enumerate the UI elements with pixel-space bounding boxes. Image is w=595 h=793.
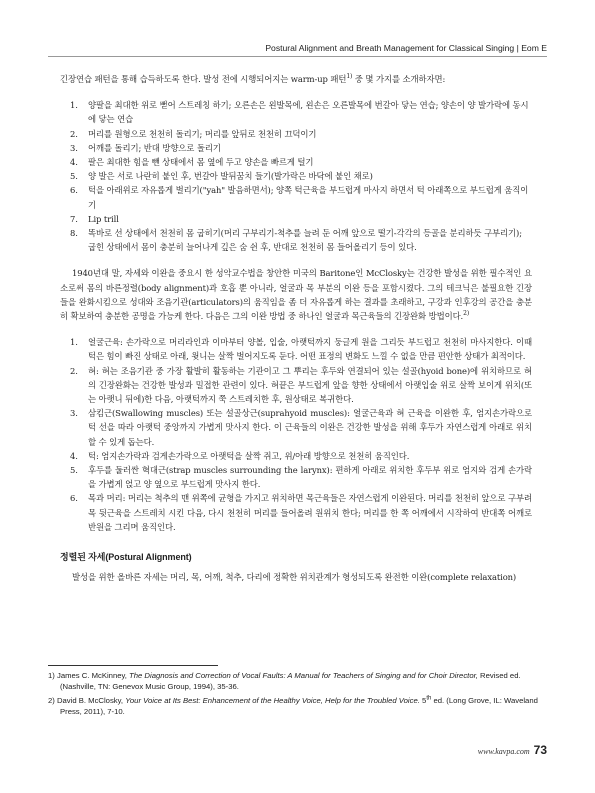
running-header: Postural Alignment and Breath Management for Classical Singing | Eom E [265, 43, 547, 53]
footnote-rule [48, 665, 218, 666]
item-number: 4. [70, 157, 78, 168]
item-text: 어깨를 돌리기; 반대 방향으로 돌리기 [88, 142, 221, 153]
relaxation-list [60, 335, 532, 534]
footnote-mark: 1) [48, 671, 55, 680]
item-number: 6. [70, 185, 78, 196]
main-content [60, 72, 532, 585]
footnotes [48, 670, 548, 720]
page-footer [478, 743, 547, 757]
item-text: Lip trill [88, 213, 119, 224]
warmup-list [60, 98, 532, 254]
footnote-ref-2[interactable]: 2) [463, 310, 470, 318]
intro-tail: 중 몇 가지를 소개하자면: [352, 74, 446, 84]
footnote-title: The Diagnosis and Correction of Vocal Faults: A Manual for Teachers of Singing and for Choir Director, [129, 671, 478, 680]
paragraph-text: 1940년대 말, 자세와 이완을 중요시 한 성악교수법을 창안한 미국의 Baritone인 McClosky는 건강한 발성을 위한 필수적인 요소로써 몸의 바른정렬(body alignment)과 호흡 뿐 아니라, 얼굴과 목 부분의 이완 등을 포함시켰다. 그의 테크닉은 불필요한 긴장들을 완화시킴으로 성대와 조음기관(articulators)의 움직임을 좀 더 자유롭게 하는 결과를 초래하고, 구강과 인후강의 공간을 충분히 확보하여 충분한 공명을 가능케 한다. 다음은 그의 이완 방법 중 하나인 얼굴과 목근육들의 긴장완화 방법이다. [60, 268, 532, 322]
list-item [70, 335, 532, 363]
list-item [70, 98, 532, 126]
item-number: 5. [70, 171, 78, 182]
intro-text: 긴장연습 패턴을 통해 습득하도록 한다. 발성 전에 시행되어지는 warm-up 패턴 [60, 74, 347, 84]
intro-paragraph [60, 72, 532, 86]
item-text: 머리를 원형으로 천천히 돌리기; 머리를 앞뒤로 천천히 끄덕이기 [88, 128, 317, 139]
footnote-ref-1[interactable]: 1) [346, 73, 353, 81]
item-number: 2. [70, 365, 78, 376]
item-text: 혀: 혀는 조음기관 중 가장 활발히 활동하는 기관이고 그 뿌리는 후두와 연결되어 있는 설골(hyoid bone)에 위치하므로 혀의 긴장완화는 건강한 발성과 밀접한 관련이 있다. 혀끝은 부드럽게 앞을 향한 상태에서 아랫입술 위로 살짝 보이게 위치(또는 아랫니 뒤에)한 다음, 아랫턱까지 쭉 스트레치한 후, 원상태로 복귀한다. [88, 365, 532, 405]
header-rule [48, 56, 547, 57]
item-text: 후두를 둘러싼 혁대근(strap muscles surrounding the larynx): 편하게 아래로 위치한 후두부 위로 엄지와 검게 손가락을 가볍게 얹고 양 옆으로 부드럽게 맛사지 한다. [88, 465, 532, 490]
footnote-author: David B. McClosky, [56, 695, 126, 705]
item-text: 양팔을 최대한 위로 뻗어 스트레칭 하기; 오른손은 왼발목에, 왼손은 오른발목에 번갈아 닿는 연습; 양손이 양 발가락에 동시에 닿는 연습 [88, 100, 529, 125]
list-item [70, 364, 532, 407]
item-number: 3. [70, 408, 78, 419]
item-text: 턱: 엄지손가락과 검게손가락으로 아랫턱을 살짝 쥐고, 위/아래 방향으로 천천히 움직인다. [88, 450, 410, 461]
footnote-2 [48, 695, 548, 718]
footnote-edition-sup: th [426, 695, 432, 702]
footnote-1 [48, 670, 548, 693]
footnote-author: James C. McKinney, [56, 671, 130, 680]
page-number: 73 [533, 743, 547, 757]
list-item [70, 183, 532, 211]
item-text: 팔은 최대한 힘을 뺀 상태에서 몸 옆에 두고 양손을 빠르게 털기 [88, 157, 314, 168]
list-item [70, 491, 532, 534]
item-number: 2. [70, 128, 78, 139]
item-text: 양 발은 서로 나란히 붙인 후, 번갈아 발뒤꿈치 들기(발가락은 바닥에 붙인 채로) [88, 171, 373, 182]
section-heading: 정렬된 자세(Postural Alignment) [60, 552, 192, 563]
list-item [70, 226, 532, 254]
item-number: 3. [70, 142, 78, 153]
list-item [70, 127, 532, 141]
mccloskey-paragraph [60, 266, 532, 323]
item-number: 1. [70, 337, 78, 348]
list-item [70, 449, 532, 463]
section-paragraph: 발성을 위한 올바른 자세는 머리, 목, 어깨, 척추, 다리에 정확한 위치관계가 형성되도록 완전한 이완(complete relaxation) [72, 572, 517, 583]
list-item [70, 169, 532, 183]
item-text: 턱을 아래위로 자유롭게 벌리기("yah" 발음하면서); 양쪽 턱근육을 부드럽게 마사지 하면서 턱 아래쪽으로 부드럽게 움직이기 [88, 185, 529, 210]
footnote-title: Your Voice at Its Best: Enhancement of the Healthy Voice, Help for the Troubled Voice. [125, 695, 420, 705]
item-number: 5. [70, 465, 78, 476]
list-item [70, 141, 532, 155]
item-number: 4. [70, 450, 78, 461]
item-number: 1. [70, 100, 78, 111]
footnote-edition: 5 [419, 695, 427, 705]
list-item [70, 463, 532, 491]
footnote-publication: Revised ed. (Nashville, TN: Genevox Music Group, 1994), 35-36. [60, 671, 521, 692]
item-number: 8. [70, 228, 78, 239]
footnote-mark: 2) [48, 695, 55, 705]
list-item [70, 406, 532, 449]
list-item [70, 155, 532, 169]
footnote-publication: ed. (Long Grove, IL: Waveland Press, 2011), 7-10. [60, 695, 538, 717]
item-text: 똑바로 선 상태에서 천천히 몸 굽히기(머리 구부리기-척추를 늘려 둔 어깨 앞으로 떨기-각각의 등골을 분리하듯 구부리기); 굽힌 상태에서 몸이 충분히 늘어나게 깊은 숨 쉰 후, 반대로 천천히 몸 들어올리기 등이 있다. [88, 228, 522, 253]
item-text: 목과 머리: 머리는 척추의 맨 위쪽에 균형을 가지고 위치하면 목근육들은 자연스럽게 이완된다. 머리를 천천히 앞으로 구부려 목 뒷근육을 스트레치 시킨 다음, 다시 천천히 머리를 들어올려 원위치 한다; 머리를 한 쪽 어깨에서 시작하여 반대쪽 어깨로 반원을 그리며 움직인다. [88, 493, 532, 532]
item-text: 삼킴근(Swallowing muscles) 또는 설골상근(suprahyoid muscles): 얼굴근육과 혀 근육을 이완한 후, 엄지손가락으로 턱 선을 따라 아랫턱 중앙까지 가볍게 맛사지 한다. 이 근육들의 이완은 건강한 발성을 위해 후두가 자연스럽게 아래로 위치할 수 있게 돕는다. [88, 408, 532, 447]
footer-site[interactable]: www.kavpa.com [477, 747, 530, 756]
item-number: 7. [70, 213, 78, 224]
item-text: 얼굴근육: 손가락으로 머리라인과 이마부터 양볼, 입술, 아랫턱까지 둥글게 원을 그리듯 부드럽고 천천히 마사지한다. 이때 턱은 힘이 빠진 상태로 아래, 윗니는 살짝 벌어지도록 둔다. 어떤 표정의 변화도 느낄 수 없을 만큼 편안한 상태가 최적이다. [88, 337, 532, 362]
item-number: 6. [70, 493, 78, 504]
list-item [70, 212, 532, 226]
